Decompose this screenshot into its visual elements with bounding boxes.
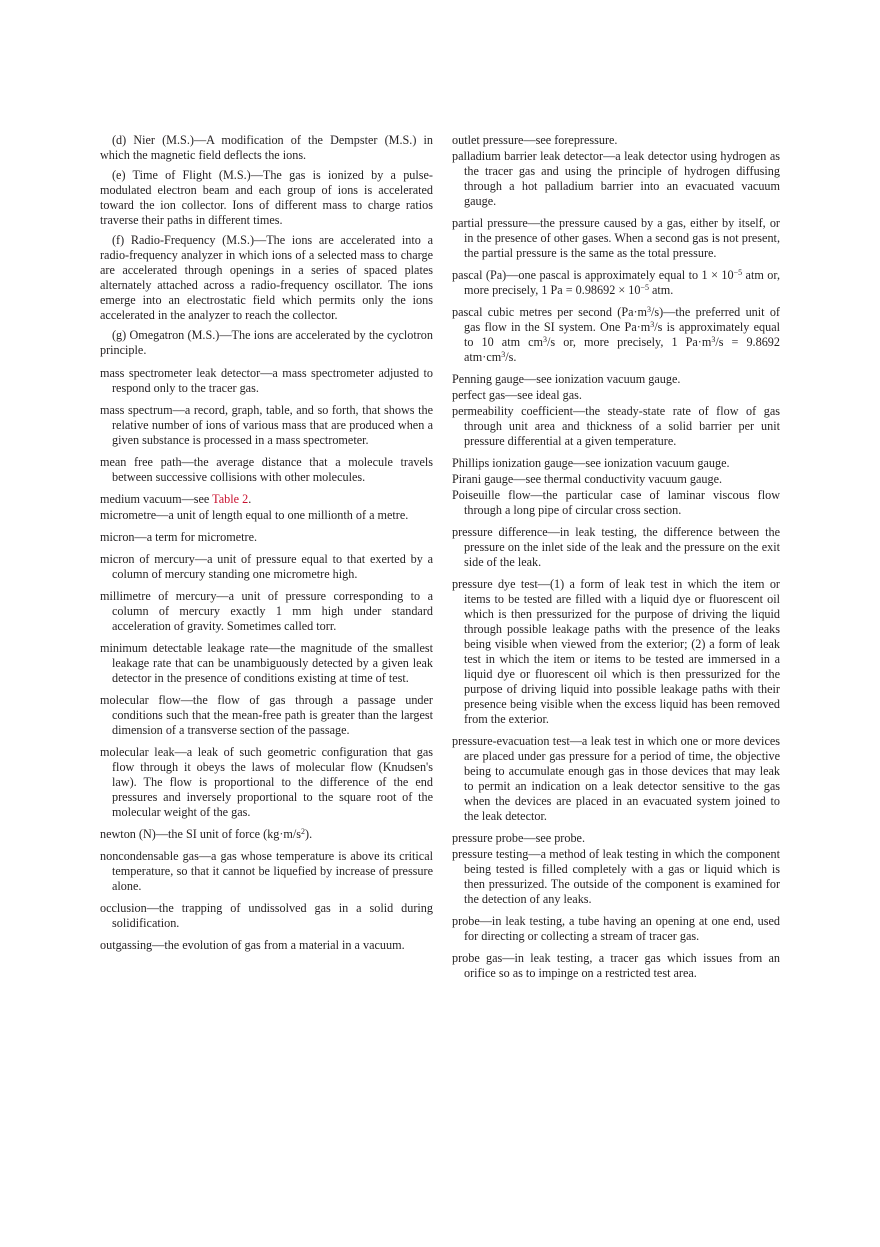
glossary-entry: probe—in leak testing, a tube having an opening at one end, used for directing or collecting a stream of tracer gas. — [452, 914, 780, 943]
glossary-entry: occlusion—the trapping of undissolved gas in a solid during solidification. — [100, 901, 433, 930]
glossary-entry: permeability coefficient—the steady-state rate of flow of gas through unit area and thickness of a solid barrier per unit pressure differential at a given temperature. — [452, 404, 780, 448]
entry-text: newton (N)—the SI unit of force (kg·m/s — [100, 827, 302, 841]
superscript: 3 — [711, 335, 716, 344]
glossary-entry: molecular flow—the flow of gas through a passage under conditions such that the mean-free path is greater than the largest dimension of a transverse section of the passage. — [100, 693, 433, 737]
glossary-entry: millimetre of mercury—a unit of pressure corresponding to a column of mercury exactly 1 mm high under standard acceleration of gravity. Sometimes called torr. — [100, 589, 433, 633]
glossary-entry: micron—a term for micrometre. — [100, 530, 258, 544]
entry-text: pascal cubic metres per second (Pa·m — [452, 305, 648, 319]
glossary-entry: probe gas—in leak testing, a tracer gas which issues from an orifice so as to impinge on a restricted test area. — [452, 951, 780, 980]
superscript: 3 — [543, 335, 548, 344]
glossary-entry: pressure testing—a method of leak testing in which the component being tested is filled completely with a gas or liquid which is then pressurized. The outside of the component is examined for the detection of any leaks. — [452, 847, 780, 906]
glossary-entry: noncondensable gas—a gas whose temperature is above its critical temperature, so that it cannot be liquefied by increase of pressure alone. — [100, 849, 433, 893]
left-column — [100, 133, 433, 960]
superscript: 3 — [647, 305, 652, 314]
glossary-entry: Poiseuille flow—the particular case of laminar viscous flow through a long pipe of circular cross section. — [452, 488, 780, 517]
entry-text: atm. — [648, 283, 674, 297]
entry-text: /s)—the preferred unit of gas flow in the SI system. One Pa·m — [464, 305, 780, 334]
glossary-entry: partial pressure—the pressure caused by a gas, either by itself, or in the presence of other gases. When a second gas is not present, the partial pressure is the same as the total pressure. — [452, 216, 780, 260]
glossary-entry: molecular leak—a leak of such geometric configuration that gas flow through it obeys the laws of molecular flow (Knudsen's law). The flow is proportional to the difference of the end pressures and inversely proportional to the square root of the molecular weight of the gas. — [100, 745, 433, 819]
glossary-entry — [452, 305, 780, 365]
superscript: −5 — [640, 283, 649, 292]
glossary-entry — [100, 827, 433, 842]
superscript: 2 — [301, 827, 306, 836]
entry-text: . — [248, 492, 252, 506]
glossary-entry — [100, 492, 433, 507]
glossary-entry: palladium barrier leak detector—a leak detector using hydrogen as the tracer gas and using the principle of hydrogen diffusing through a hot palladium barrier into an evacuated vacuum gauge. — [452, 149, 780, 208]
glossary-entry: Pirani gauge—see thermal conductivity vacuum gauge. — [452, 472, 723, 486]
glossary-entry — [452, 268, 780, 298]
entry-text: /s or, more precisely, 1 Pa·m — [547, 335, 712, 349]
entry-text: /s is approximately equal to 10 atm cm — [464, 320, 780, 349]
glossary-entry: pressure probe—see probe. — [452, 831, 585, 845]
glossary-entry: Phillips ionization gauge—see ionization vacuum gauge. — [452, 456, 730, 470]
glossary-entry: outgassing—the evolution of gas from a material in a vacuum. — [100, 938, 405, 952]
glossary-entry: perfect gas—see ideal gas. — [452, 388, 582, 402]
entry-text: ). — [305, 827, 313, 841]
right-column — [452, 133, 780, 988]
glossary-entry: pressure-evacuation test—a leak test in which one or more devices are placed under gas pressure for a period of time, the objective being to accumulate enough gas in those devices that may leak to permit an indication on a leak detector sensitive to the gas when the devices are placed in an evacuated system joined to the leak detector. — [452, 734, 780, 823]
definition-paragraph: (e) Time of Flight (M.S.)—The gas is ionized by a pulse-modulated electron beam and each group of ions is accelerated toward the ion collector. Ions of different mass to charge ratios traverse their paths in different times. — [100, 168, 433, 227]
glossary-entry: micron of mercury—a unit of pressure equal to that exerted by a column of mercury standing one micrometre high. — [100, 552, 433, 581]
superscript: −5 — [733, 268, 743, 277]
superscript: 3 — [501, 350, 506, 359]
glossary-entry: minimum detectable leakage rate—the magnitude of the smallest leakage rate that can be unambiguously detected by a given leak detector in the presence of conditions existing at time of test. — [100, 641, 433, 685]
entry-text: /s = 9.8692 atm·cm — [464, 335, 780, 364]
glossary-entry: pressure difference—in leak testing, the difference between the pressure on the inlet side of the leak and the pressure on the exit side of the leak. — [452, 525, 780, 569]
superscript: 3 — [650, 320, 655, 329]
definition-paragraph: (d) Nier (M.S.)—A modification of the Dempster (M.S.) in which the magnetic field deflects the ions. — [100, 133, 433, 162]
entry-text: /s. — [505, 350, 517, 364]
entry-text: atm or, more precisely, 1 Pa = 0.98692 × 10 — [464, 268, 780, 297]
definition-paragraph: (f) Radio-Frequency (M.S.)—The ions are accelerated into a radio-frequency analyzer in which ions of a selected mass to charge are accelerated through openings in a series of spaced plates alternately attached across a radio-frequency oscillator. The ions emerge into an electrostatic field which permits only the ions accelerated in the analyzer to reach the collector. — [100, 233, 433, 322]
table-2-link[interactable]: Table 2 — [212, 492, 249, 506]
glossary-entry: mean free path—the average distance that a molecule travels between successive collisions with other molecules. — [100, 455, 433, 484]
glossary-entry: micrometre—a unit of length equal to one millionth of a metre. — [100, 508, 409, 522]
definition-paragraph: (g) Omegatron (M.S.)—The ions are accelerated by the cyclotron principle. — [100, 328, 433, 357]
glossary-entry: Penning gauge—see ionization vacuum gauge. — [452, 372, 681, 386]
glossary-entry: mass spectrometer leak detector—a mass spectrometer adjusted to respond only to the tracer gas. — [100, 366, 433, 395]
glossary-entry: mass spectrum—a record, graph, table, and so forth, that shows the relative number of ions of various mass that are produced when a given substance is processed in a mass spectrometer. — [100, 403, 433, 447]
entry-text: pascal (Pa)—one pascal is approximately equal to 1 × 10 — [452, 268, 734, 282]
glossary-entry: pressure dye test—(1) a form of leak test in which the item or items to be tested are filled with a liquid dye or fluorescent oil which is then pressurized for the purpose of driving the liquid through possible leakage paths with the presence of the leaks being visible when viewed from the exterior; (2) a form of leak test in which the item or items to be tested are immersed in a liquid dye or fluorescent oil which is then pressurized for the purpose of driving liquid into possible leakage paths with their presence being visible when the excess liquid has been removed from the exterior. — [452, 577, 780, 726]
glossary-entry: outlet pressure—see forepressure. — [452, 133, 618, 147]
entry-text: medium vacuum—see — [100, 492, 213, 506]
